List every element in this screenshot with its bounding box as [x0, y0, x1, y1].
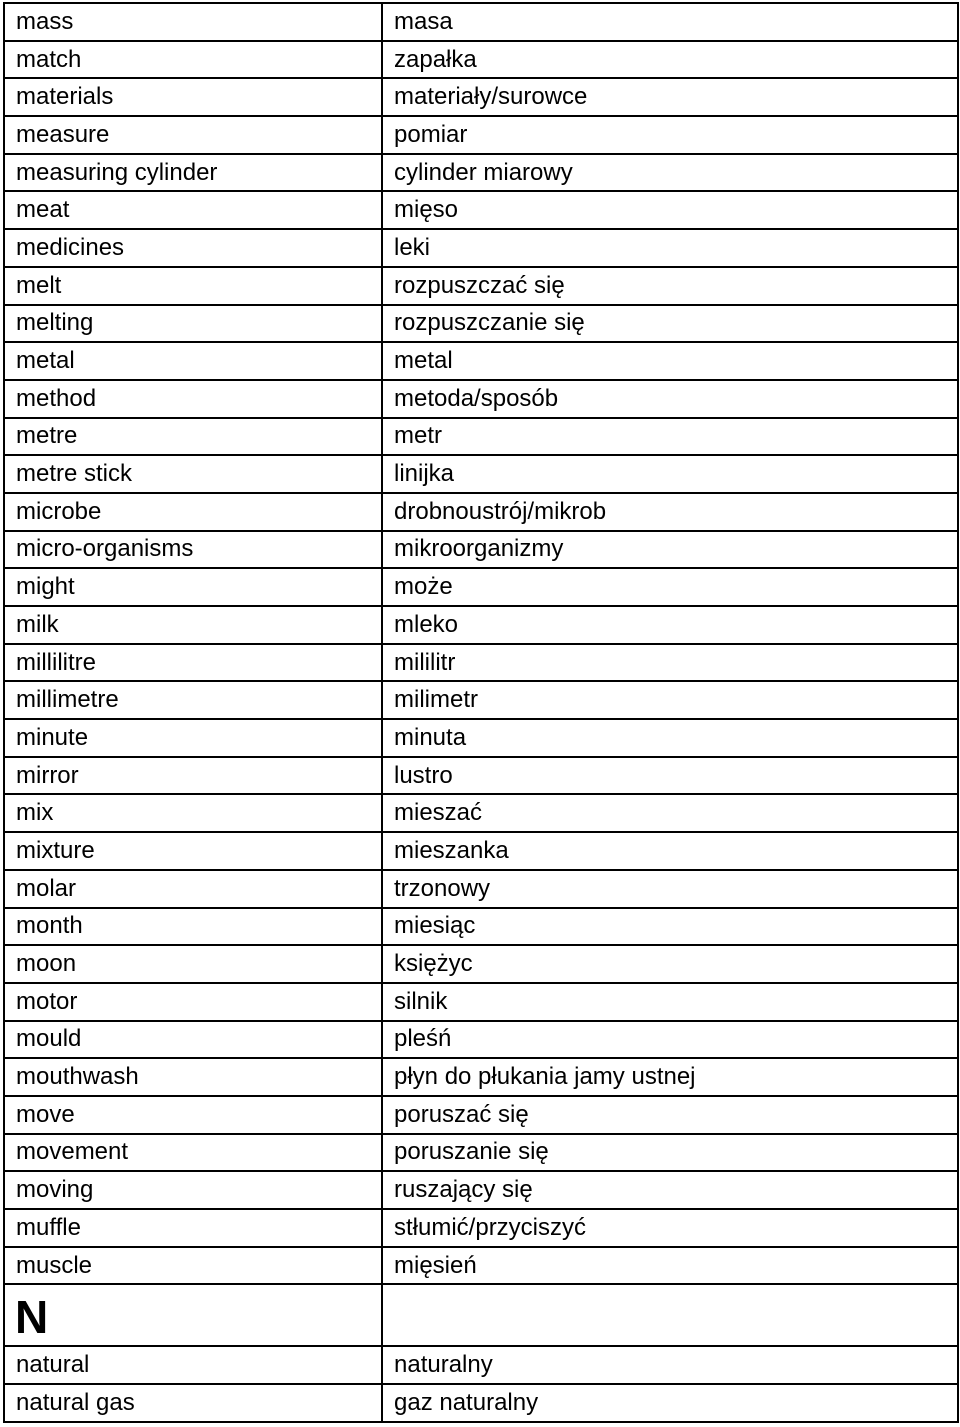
- english-term: minute: [4, 719, 382, 757]
- table-row: [4, 870, 958, 908]
- english-term: micro-organisms: [4, 531, 382, 569]
- polish-translation: stłumić/przyciszyć: [382, 1209, 958, 1247]
- english-term: movement: [4, 1134, 382, 1172]
- english-term: mix: [4, 794, 382, 832]
- table-row: [4, 606, 958, 644]
- polish-translation: może: [382, 568, 958, 606]
- english-term: millilitre: [4, 644, 382, 682]
- polish-translation: lustro: [382, 757, 958, 795]
- table-row: [4, 531, 958, 569]
- english-term: moon: [4, 945, 382, 983]
- english-term: move: [4, 1096, 382, 1134]
- polish-translation: masa: [382, 3, 958, 41]
- english-term: measure: [4, 116, 382, 154]
- polish-translation: pomiar: [382, 116, 958, 154]
- polish-translation: metr: [382, 418, 958, 456]
- table-row: [4, 116, 958, 154]
- section-letter: N: [4, 1284, 382, 1346]
- english-term: mouthwash: [4, 1058, 382, 1096]
- polish-translation: poruszanie się: [382, 1134, 958, 1172]
- polish-translation: mililitr: [382, 644, 958, 682]
- english-term: melt: [4, 267, 382, 305]
- table-row: [4, 945, 958, 983]
- polish-translation: naturalny: [382, 1346, 958, 1384]
- vocabulary-table: [3, 2, 959, 1423]
- english-term: molar: [4, 870, 382, 908]
- polish-translation: płyn do płukania jamy ustnej: [382, 1058, 958, 1096]
- table-row: [4, 1346, 958, 1384]
- table-row: [4, 3, 958, 41]
- table-row: [4, 154, 958, 192]
- table-row: [4, 1021, 958, 1059]
- table-row: [4, 1384, 958, 1422]
- table-row: [4, 568, 958, 606]
- polish-translation: trzonowy: [382, 870, 958, 908]
- english-term: muscle: [4, 1247, 382, 1285]
- english-term: mixture: [4, 832, 382, 870]
- table-row: [4, 455, 958, 493]
- polish-translation: metoda/sposób: [382, 380, 958, 418]
- english-term: meat: [4, 191, 382, 229]
- table-row: [4, 1247, 958, 1285]
- table-row: [4, 1171, 958, 1209]
- english-term: metre stick: [4, 455, 382, 493]
- table-row: [4, 493, 958, 531]
- english-term: mould: [4, 1021, 382, 1059]
- table-row: [4, 908, 958, 946]
- english-term: materials: [4, 78, 382, 116]
- polish-translation: zapałka: [382, 41, 958, 79]
- english-term: match: [4, 41, 382, 79]
- polish-translation: mieszanka: [382, 832, 958, 870]
- table-row: [4, 832, 958, 870]
- polish-translation: drobnoustrój/mikrob: [382, 493, 958, 531]
- english-term: microbe: [4, 493, 382, 531]
- english-term: medicines: [4, 229, 382, 267]
- table-row: [4, 794, 958, 832]
- table-row: [4, 305, 958, 343]
- polish-translation: silnik: [382, 983, 958, 1021]
- english-term: muffle: [4, 1209, 382, 1247]
- polish-translation: metal: [382, 342, 958, 380]
- polish-translation: minuta: [382, 719, 958, 757]
- table-row: [4, 41, 958, 79]
- table-row: [4, 418, 958, 456]
- polish-translation: linijka: [382, 455, 958, 493]
- polish-translation: ruszający się: [382, 1171, 958, 1209]
- table-row: [4, 1096, 958, 1134]
- vocabulary-table-body: [4, 3, 958, 1422]
- table-row: [4, 380, 958, 418]
- table-row: [4, 342, 958, 380]
- polish-translation: rozpuszczanie się: [382, 305, 958, 343]
- section-letter-row: [4, 1284, 958, 1346]
- table-row: [4, 229, 958, 267]
- table-row: [4, 719, 958, 757]
- english-term: measuring cylinder: [4, 154, 382, 192]
- english-term: metal: [4, 342, 382, 380]
- polish-translation: gaz naturalny: [382, 1384, 958, 1422]
- english-term: month: [4, 908, 382, 946]
- polish-translation: mikroorganizmy: [382, 531, 958, 569]
- english-term: milk: [4, 606, 382, 644]
- polish-translation: materiały/surowce: [382, 78, 958, 116]
- polish-translation: rozpuszczać się: [382, 267, 958, 305]
- english-term: moving: [4, 1171, 382, 1209]
- polish-translation: księżyc: [382, 945, 958, 983]
- polish-translation: miesiąc: [382, 908, 958, 946]
- english-term: natural: [4, 1346, 382, 1384]
- polish-translation: poruszać się: [382, 1096, 958, 1134]
- polish-translation: milimetr: [382, 681, 958, 719]
- english-term: metre: [4, 418, 382, 456]
- polish-translation: mleko: [382, 606, 958, 644]
- polish-translation: pleśń: [382, 1021, 958, 1059]
- table-row: [4, 78, 958, 116]
- table-row: [4, 1134, 958, 1172]
- english-term: might: [4, 568, 382, 606]
- table-row: [4, 267, 958, 305]
- english-term: motor: [4, 983, 382, 1021]
- polish-translation: mieszać: [382, 794, 958, 832]
- table-row: [4, 757, 958, 795]
- section-letter-spacer: [382, 1284, 958, 1346]
- english-term: millimetre: [4, 681, 382, 719]
- table-row: [4, 1209, 958, 1247]
- english-term: method: [4, 380, 382, 418]
- table-row: [4, 644, 958, 682]
- table-row: [4, 1058, 958, 1096]
- english-term: natural gas: [4, 1384, 382, 1422]
- table-row: [4, 983, 958, 1021]
- table-row: [4, 191, 958, 229]
- table-row: [4, 681, 958, 719]
- english-term: mirror: [4, 757, 382, 795]
- polish-translation: mięso: [382, 191, 958, 229]
- polish-translation: leki: [382, 229, 958, 267]
- english-term: mass: [4, 3, 382, 41]
- polish-translation: cylinder miarowy: [382, 154, 958, 192]
- polish-translation: mięsień: [382, 1247, 958, 1285]
- english-term: melting: [4, 305, 382, 343]
